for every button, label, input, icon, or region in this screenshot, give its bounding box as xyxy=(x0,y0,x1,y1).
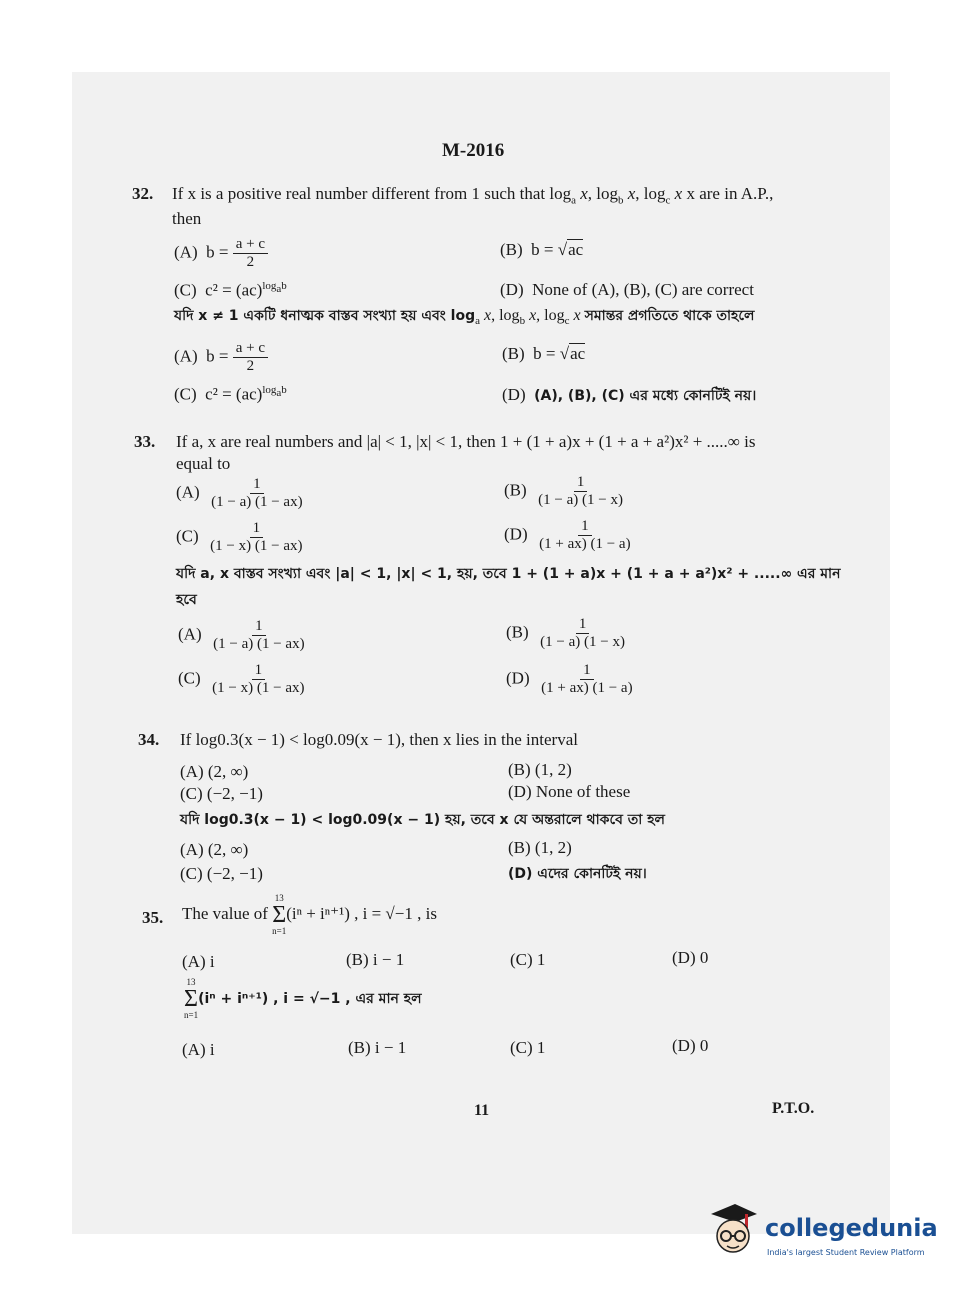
q35-option-b-bn: (B) i − 1 xyxy=(348,1038,407,1057)
q33-stem-bn: যদি a, x বাস্তব সংখ্যা এবং |a| < 1, |x| < 1, হয়, তবে 1 + (1 + a)x + (1 + a + a²)x² + .....∞ এর মান xyxy=(176,566,841,582)
q34-option-b-en: (B) (1, 2) xyxy=(508,760,572,779)
q35-option-a-bn: (A) i xyxy=(182,1040,215,1059)
q35-option-b-en: (B) i − 1 xyxy=(346,950,405,969)
q33-option-d-bn: (D) $\frac{1}{(1 + ax) (1 - a)}$ xyxy=(506,662,633,697)
question-number-32: 32. xyxy=(132,184,154,203)
exam-page xyxy=(72,72,890,1234)
q34-stem-en: If log0.3(x − 1) < log0.09(x − 1), then x lies in the interval xyxy=(180,730,578,749)
collegedunia-logo xyxy=(705,1200,938,1270)
q33-option-c-bn: (C) $\frac{1}{(1 - x) (1 - ax)}$ xyxy=(178,662,305,697)
q33-option-d-en: (D) $\frac{1}{(1 + ax) (1 - a)}$ xyxy=(504,518,631,553)
q33-stem-en: If a, x are real numbers and |a| < 1, |x| < 1, then 1 + (1 + a)x + (1 + a + a²)x² + .....∞ is xyxy=(176,432,756,451)
q35-option-a-en: (A) i xyxy=(182,952,215,971)
paper-code: M-2016 xyxy=(442,140,505,161)
pto-label: P.T.O. xyxy=(772,1100,815,1117)
question-number-34: 34. xyxy=(138,730,160,749)
q35-option-d-bn: (D) 0 xyxy=(672,1036,709,1055)
q32-option-c-bn: (C) c² = (ac)$^{log_ab}$ xyxy=(174,384,287,404)
page-number: 11 xyxy=(474,1102,490,1119)
logo-wordmark: collegedunia xyxy=(765,1214,938,1242)
q32-option-a-bn: (A) b = $\frac{a + c}{2}$ xyxy=(174,340,268,376)
q35-option-d-en: (D) 0 xyxy=(672,948,709,967)
q35-stem-en: The value of 13 Σ n=1 (iⁿ + iⁿ⁺¹) , i = √−1 , is xyxy=(182,893,437,936)
q33-stem-bn-cont: হবে xyxy=(176,592,197,608)
q34-option-b-bn: (B) (1, 2) xyxy=(508,838,572,857)
q35-option-c-en: (C) 1 xyxy=(510,950,546,969)
q35-option-c-bn: (C) 1 xyxy=(510,1038,546,1057)
q34-option-d-bn: (D) এদের কোনটিই নয়। xyxy=(508,866,647,882)
q33-option-b-en: (B) $\frac{1}{(1 - a) (1 - x)}$ xyxy=(504,474,623,509)
q34-option-a-en: (A) (2, ∞) xyxy=(180,762,249,781)
q34-option-c-en: (C) (−2, −1) xyxy=(180,784,263,803)
q34-option-c-bn: (C) (−2, −1) xyxy=(180,864,263,883)
q33-option-c-en: (C) $\frac{1}{(1 - x) (1 - ax)}$ xyxy=(176,520,303,555)
q34-option-a-bn: (A) (2, ∞) xyxy=(180,840,249,859)
q32-option-b-bn: (B) b = √ac xyxy=(502,344,586,363)
mascot-icon xyxy=(705,1200,761,1264)
q32-stem-bn: যদি x ≠ 1 একটি ধনাত্মক বাস্তব সংখ্যা হয় এবং $\log_a x$, $\log_b x$, $\log_c x$ সমান্তর প্রগতিতে থাকে তাহলে xyxy=(174,307,755,328)
q33-option-a-en: (A) $\frac{1}{(1 - a) (1 - ax)}$ xyxy=(176,476,303,511)
q34-stem-bn: যদি log0.3(x − 1) < log0.09(x − 1) হয়, তবে x যে অন্তরালে থাকবে তা হল xyxy=(180,812,665,828)
q32-stem-en: If x is a positive real number different from 1 such that $\log_a x$, $\log_b x$, $\log_c x$ x are in A.P., xyxy=(172,184,774,207)
question-number-33: 33. xyxy=(134,432,156,451)
q32-option-d-en: (D) None of (A), (B), (C) are correct xyxy=(500,280,754,299)
q33-stem-en-cont: equal to xyxy=(176,454,231,473)
question-number-35: 35. xyxy=(142,908,164,927)
q34-option-d-en: (D) None of these xyxy=(508,782,631,801)
logo-tagline: India's largest Student Review Platform xyxy=(767,1248,925,1257)
q33-option-a-bn: (A) $\frac{1}{(1 - a) (1 - ax)}$ xyxy=(178,618,305,653)
q32-option-c-en: (C) c² = (ac)$^{log_ab}$ xyxy=(174,280,287,300)
q35-stem-bn: 13 Σ n=1 (iⁿ + iⁿ⁺¹) , i = √−1 , এর মান হল xyxy=(184,977,422,1020)
q32-stem-en-cont: then xyxy=(172,209,202,228)
q32-option-a-en: (A) b = $\frac{a + c}{2}$ xyxy=(174,236,268,272)
q32-option-b-en: (B) b = √ac xyxy=(500,240,584,259)
q33-option-b-bn: (B) $\frac{1}{(1 - a) (1 - x)}$ xyxy=(506,616,625,651)
q32-option-d-bn: (D) (A), (B), (C) এর মধ্যে কোনটিই নয়। xyxy=(502,385,757,404)
